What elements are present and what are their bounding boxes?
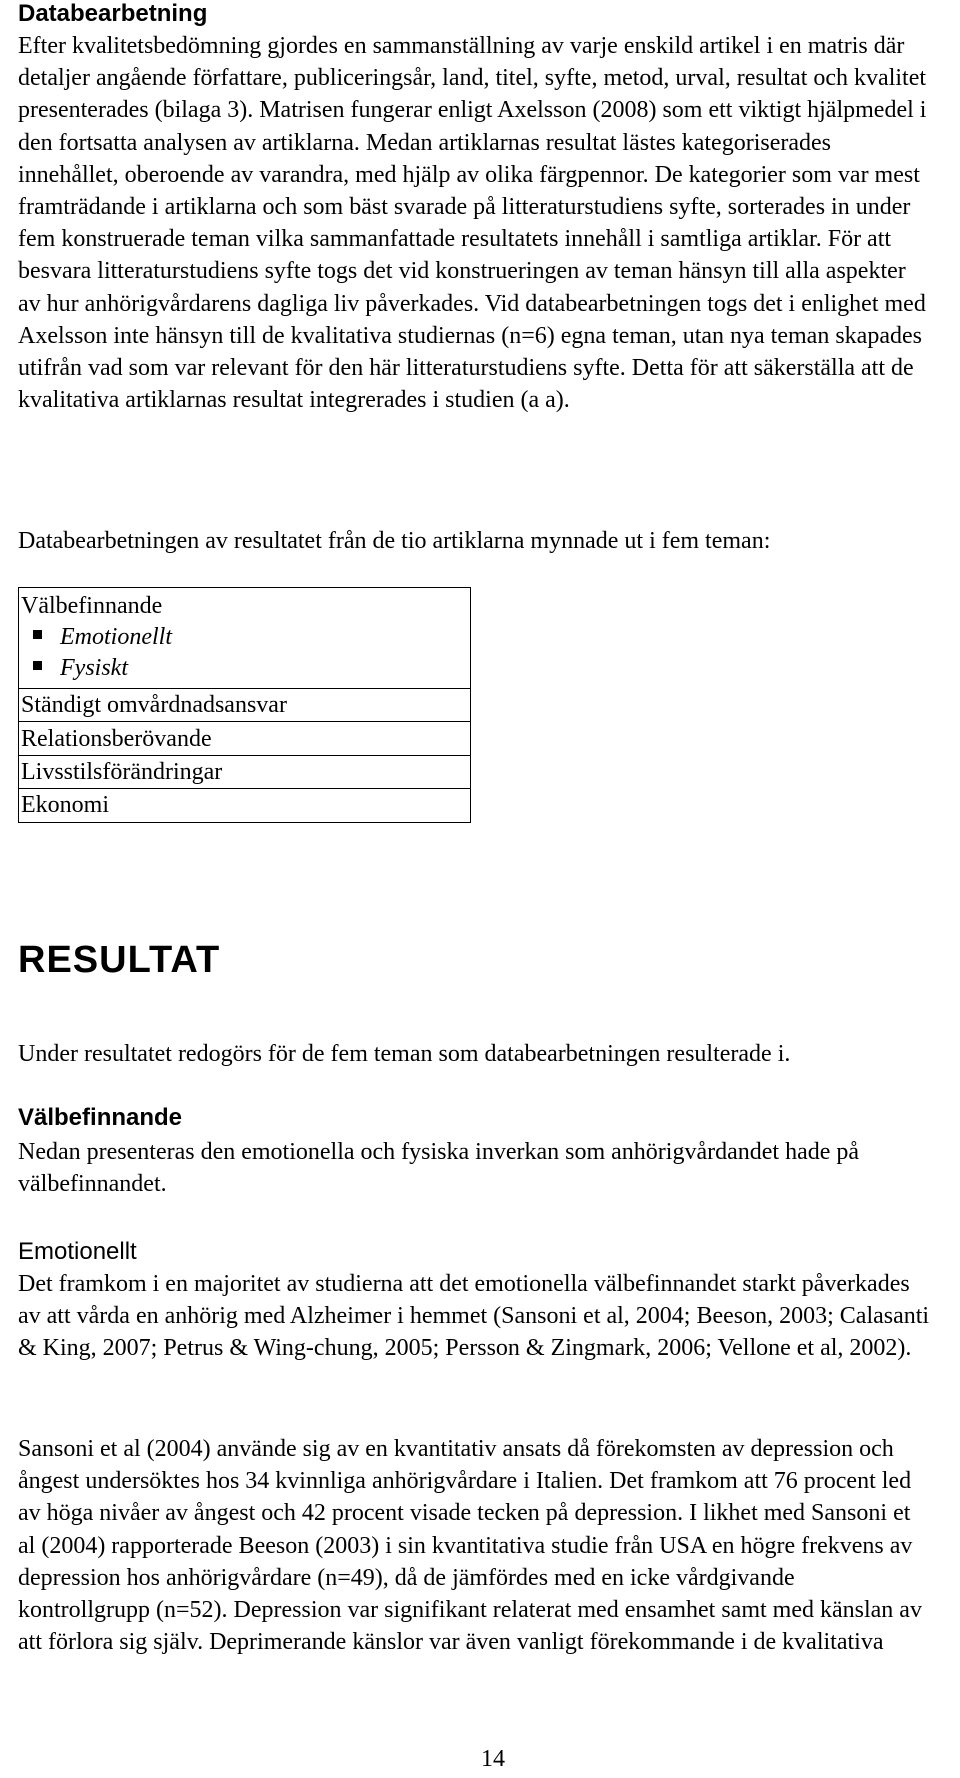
table-row <box>19 689 471 722</box>
theme-label-livsstilsforandringar: Livsstilsförändringar <box>19 755 471 788</box>
emotionellt-paragraph: Det framkom i en majoritet av studierna att det emotionella välbefinnandet starkt påverkades av att vårda en anhörig med Alzheimer i hemmet (Sansoni et al, 2004; Beeson, 2003; Calasanti & King, 2007; Petrus & Wing-chung, 2005; Persson & Zingmark, 2006; Vellone et al, 2002). <box>18 1271 930 1362</box>
theme-label-ekonomi: Ekonomi <box>19 789 471 822</box>
subheading-valbefinnande: Välbefinnande <box>18 1104 183 1131</box>
square-bullet-icon <box>33 630 42 639</box>
theme-cell-valbefinnande <box>19 588 471 689</box>
sansoni-paragraph: Sansoni et al (2004) använde sig av en kvantitativ ansats då förekomsten av depression och ångest undersöktes hos 34 kvinnliga anhörigvårdare i Italien. Det framkom att 76 procent led av höga nivåer av ångest och 42 procent visade tecken på depression. I likhet med Sansoni et al (2004) rapporterade Beeson (2003) i sin kvantitativa studie från USA en högre frekvens av depression hos anhörigvårdare (n=49), då de jämfördes med en icke vårdgivande kontrollgrupp (n=52). Depression var signifikant relaterat med ensamhet samt med känslan av att förlora sig själv. Deprimerande känslor var även vanligt förekommande i de kvalitativa <box>18 1436 922 1656</box>
themes-intro-paragraph: Databearbetningen av resultatet från de tio artiklarna mynnade ut i fem teman: <box>18 528 771 554</box>
sub-theme-label: Emotionellt <box>60 624 172 650</box>
themes-table <box>18 587 471 823</box>
section-heading-databearbetning: Databearbetning <box>18 0 208 27</box>
section-heading-resultat: RESULTAT <box>18 939 221 981</box>
sub-theme-label: Fysiskt <box>60 655 128 681</box>
theme-label-relationsberovande: Relationsberövande <box>19 722 471 755</box>
table-row <box>19 588 471 689</box>
square-bullet-icon <box>33 661 42 670</box>
sub-theme-fysiskt <box>21 653 470 684</box>
table-row <box>19 722 471 755</box>
subheading-emotionellt: Emotionellt <box>18 1238 137 1265</box>
theme-label-omvardnadsansvar: Ständigt omvårdnadsansvar <box>19 689 471 722</box>
resultat-intro-paragraph: Under resultatet redogörs för de fem teman som databearbetningen resulterade i. <box>18 1041 791 1067</box>
valbefinnande-paragraph: Nedan presenteras den emotionella och fysiska inverkan som anhörigvårdandet hade på välbefinnandet. <box>18 1139 860 1198</box>
theme-label-valbefinnande: Välbefinnande <box>21 593 163 619</box>
databearbetning-paragraph: Efter kvalitetsbedömning gjordes en sammanställning av varje enskild artikel i en matris där detaljer angående författare, publiceringsår, land, titel, syfte, metod, urval, resultat och kvalitet presenterades (bilaga 3). Matrisen fungerar enligt Axelsson (2008) som ett viktigt hjälpmedel i den fortsatta analysen av artiklarna. Medan artiklarnas resultat lästes kategoriserades innehållet, oberoende av varandra, med hjälp av olika färgpennor. De kategorier som var mest framträdande i artiklarna och som bäst svarade på litteraturstudiens syfte, sorterades in under fem konstruerade teman vilka sammanfattade resultatets innehåll i samtliga artiklar. För att besvara litteraturstudiens syfte togs det vid konstrueringen av teman hänsyn till alla aspekter av hur anhörigvårdarens dagliga liv påverkades. Vid databearbetningen togs det i enlighet med Axelsson inte hänsyn till de kvalitativa studiernas (n=6) egna teman, utan nya teman skapades utifrån vad som var relevant för den här litteraturstudiens syfte. Detta för att säkerställa att de kvalitativa artiklarnas resultat integrerades i studien (a a). <box>18 33 927 414</box>
table-row <box>19 789 471 822</box>
page-number: 14 <box>481 1746 505 1772</box>
table-row <box>19 755 471 788</box>
sub-theme-emotionellt <box>21 622 470 653</box>
